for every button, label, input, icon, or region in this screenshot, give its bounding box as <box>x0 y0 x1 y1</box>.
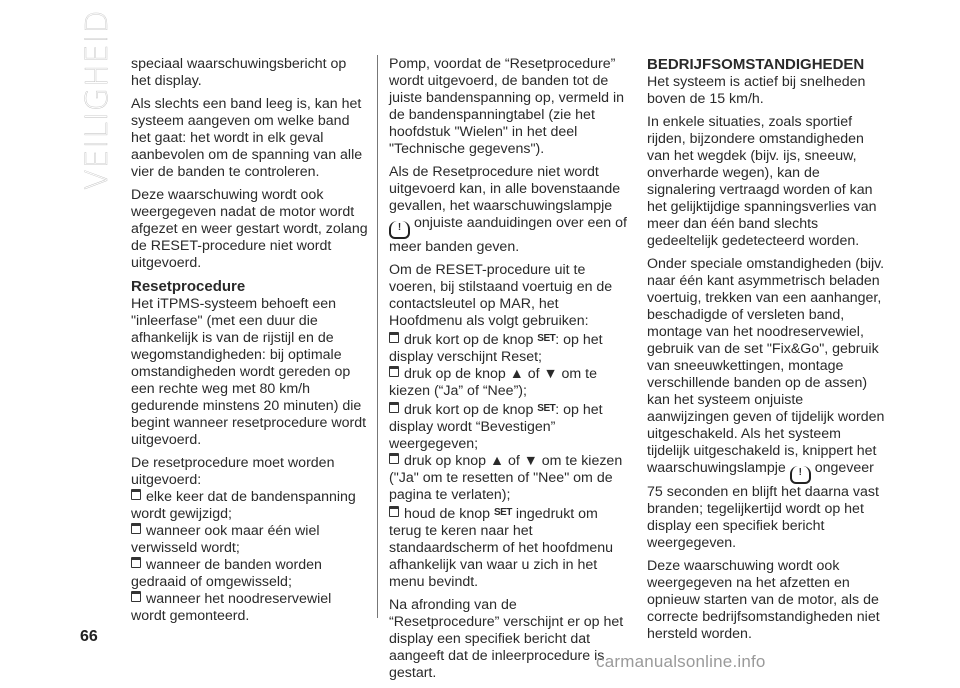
paragraph: Na afronding van de “Resetprocedure” verschijnt er op het display een specifiek bericht dat aangeeft dat de inleerprocedure is gestart. <box>389 597 624 681</box>
set-button-icon: SET <box>537 333 556 344</box>
paragraph: Als de Resetprocedure niet wordt uitgevoerd kan, in alle bovenstaande gevallen, het waarschuwingslampje ! onjuiste aanduidingen over een of meer banden geven. <box>389 164 627 255</box>
up-button-icon: ▲ <box>509 366 524 382</box>
paragraph: Pomp, voordat de “Resetprocedure” wordt uitgevoerd, de banden tot de juiste bandenspanning op, vermeld in de bandenspanningtabel (zie het hoofdstuk "Wielen" in het deel "Technische gegevens"). <box>389 56 625 157</box>
section-title: VEILIGHEID <box>80 9 115 190</box>
bullet-icon <box>389 506 399 517</box>
column-3 <box>647 56 885 649</box>
paragraph: Het systeem is actief bij snelheden boven de 15 km/h. <box>647 74 866 107</box>
list-item: elke keer dat de bandenspanning wordt gewijzigd; <box>131 489 356 522</box>
watermark: carmanualsonline.info <box>596 652 766 671</box>
paragraph: Het iTPMS-systeem behoeft een "inleerfase" (met een duur die afhankelijk is van de rijstijl en de wegomstandigheden: bij optimale omstandigheden wordt gereden op een rechte weg met 80 km/h gedurende minstens 20 minuten) die begint wanneer resetprocedure wordt uitgevoerd. <box>131 296 367 448</box>
list-item: druk op knop ▲ of ▼ om te kiezen ("Ja" om te resetten of "Nee" om de pagina te verlaten); <box>389 453 623 503</box>
paragraph: Onder speciale omstandigheden (bijv. naar één kant asymmetrisch beladen voertuig, trekken van een aanhanger, beschadigde of versleten band, montage van het noodreservewiel, gebruik van de set "Fix&Go", gebruik van sneeuwkettingen, montage verschillende banden op de assen) kan het systeem onjuiste aanwijzingen geven of tijdelijk worden uitgeschakeld. Als het systeem tijdelijk uitgeschakeld is, knippert het waarschuwingslampje ! ongeveer 75 seconden en blijft het daarna vast branden; tegelijkertijd wordt op het display een specifiek bericht weergegeven. <box>647 256 885 551</box>
column-1 <box>131 56 369 625</box>
list-item: wanneer de banden worden gedraaid of omgewisseld; <box>131 557 322 590</box>
paragraph: Deze waarschuwing wordt ook weergegeven na het afzetten en opnieuw starten van de motor, als de correcte bedrijfsomstandigheden niet hersteld worden. <box>647 558 880 642</box>
heading-resetprocedure: Resetprocedure <box>131 278 246 295</box>
bullet-icon <box>389 332 399 343</box>
down-button-icon: ▼ <box>543 366 558 382</box>
set-button-icon: SET <box>537 403 556 414</box>
paragraph: De resetprocedure moet worden uitgevoerd: <box>131 455 335 488</box>
list-item: houd de knop $^{SET}$ ingedrukt om terug te keren naar het standaardscherm of het hoofdmenu afhankelijk van waar u zich in het menu bevindt. <box>389 506 613 590</box>
list-item: wanneer het noodreservewiel wordt gemonteerd. <box>131 591 332 624</box>
column-2 <box>389 56 627 688</box>
down-button-icon: ▼ <box>523 453 538 469</box>
paragraph: speciaal waarschuwingsbericht op het display. <box>131 56 347 89</box>
bullet-icon <box>389 366 399 377</box>
paragraph: Om de RESET-procedure uit te voeren, bij stilstaand voertuig en de contactsleutel op MAR, het Hoofdmenu als volgt gebruiken: <box>389 262 613 329</box>
bullet-icon <box>389 402 399 413</box>
bullet-icon <box>131 489 141 500</box>
paragraph: Als slechts een band leeg is, kan het systeem aangeven om welke band het gaat: het wordt in elk geval aanbevolen om de spanning van alle vier de banden te controleren. <box>131 96 363 180</box>
list-item: druk kort op de knop $^{SET}$: op het display verschijnt Reset; <box>389 332 603 365</box>
up-button-icon: ▲ <box>489 453 505 469</box>
list-item: druk kort op de knop $^{SET}$: op het display wordt “Bevestigen” weergegeven; <box>389 402 603 452</box>
tyre-pressure-warning-icon: ! <box>790 466 811 484</box>
list-item: druk op de knop ▲ of ▼ om te kiezen (“Ja” of “Nee”); <box>389 366 597 399</box>
paragraph: In enkele situaties, zoals sportief rijden, bijzondere omstandigheden van het wegdek (bijv. ijs, sneeuw, onverharde wegen), kan de signalering vertraagd worden of kan het gelijktijdige spanningsverlies van meer dan één band slechts gedeeltelijk gedetecteerd worden. <box>647 114 877 249</box>
bullet-icon <box>131 523 141 534</box>
bullet-icon <box>131 591 141 602</box>
list-item: wanneer ook maar één wiel verwisseld wordt; <box>131 523 320 556</box>
column-divider <box>377 55 378 618</box>
paragraph: Deze waarschuwing wordt ook weergegeven nadat de motor wordt afgezet en weer gestart wordt, zolang de RESET-procedure niet wordt uitgevoerd. <box>131 187 368 271</box>
bullet-icon <box>131 557 141 568</box>
tyre-pressure-warning-icon: ! <box>389 221 410 239</box>
set-button-icon: SET <box>493 507 512 518</box>
bullet-icon <box>389 453 399 464</box>
page-number: 66 <box>80 628 98 645</box>
heading-bedrijfsomstandigheden: BEDRIJFSOMSTANDIGHEDEN <box>647 56 865 73</box>
